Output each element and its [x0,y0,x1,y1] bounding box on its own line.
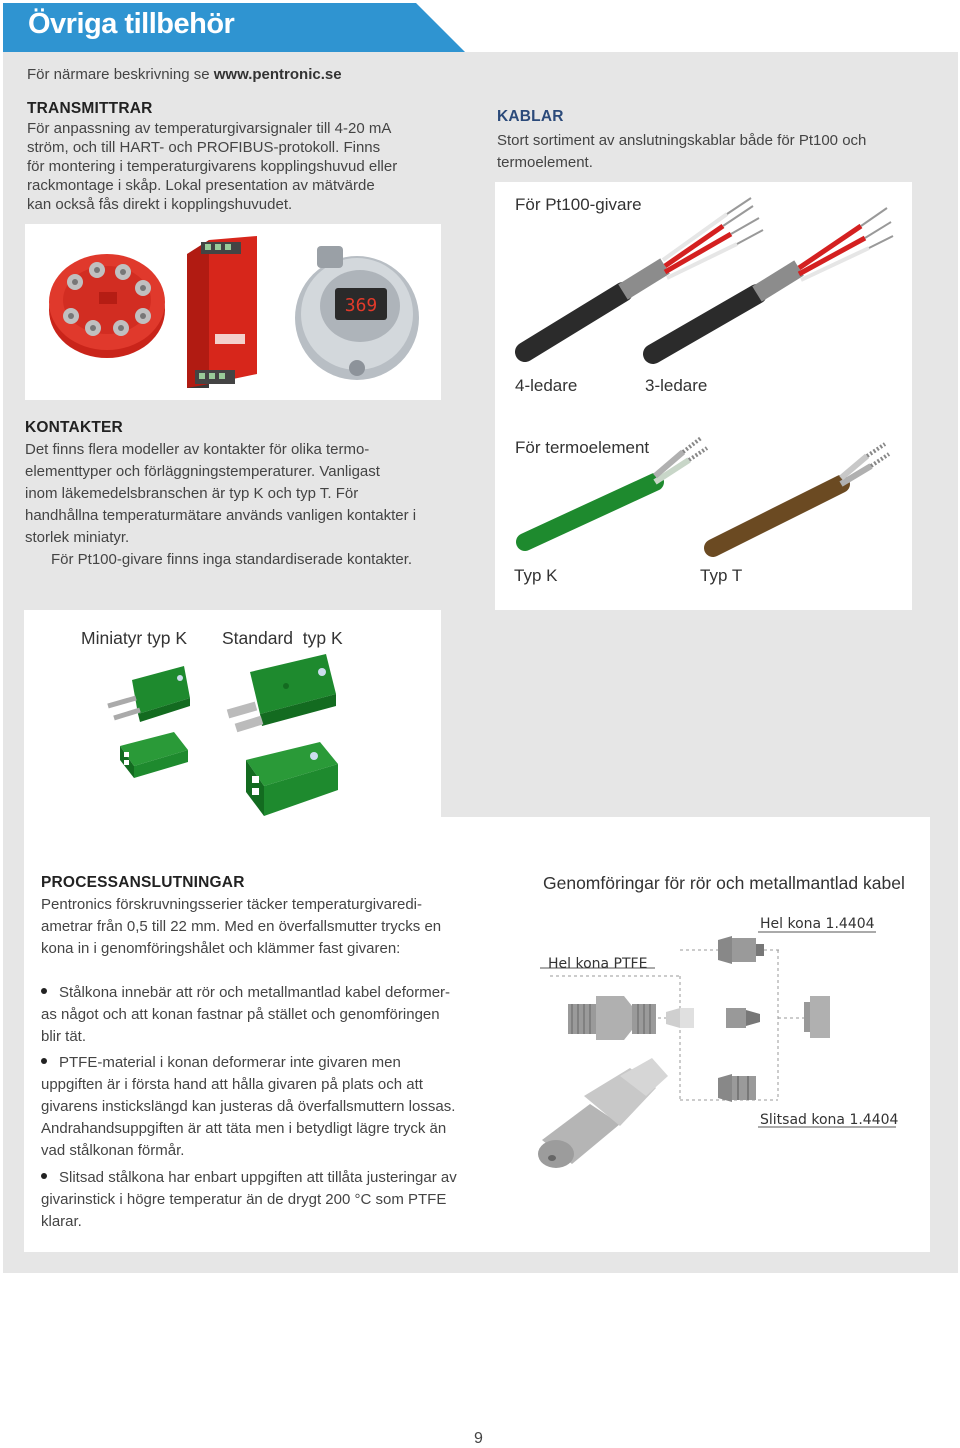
bullet-dot [41,988,47,994]
cables-illustration [495,182,912,610]
thermocouple-label: För termoelement [515,438,650,457]
text-line: kona in i genomföringshålet och klämmer fast givaren: [41,940,401,957]
pt100-3wire-cable-image [653,208,893,354]
text-line: Pentronics förskruvningsserier täcker temperaturgivaredi- [41,896,422,913]
miniatyr-label: Miniatyr typ K [81,628,187,648]
fittings-diagram-title: Genomföringar för rör och metallmantlad kabel [543,873,905,893]
text-line: blir tät. [41,1028,87,1045]
pt100-note: För Pt100-givare finns inga standardiserade kontakter. [51,551,413,568]
kablar-heading: KABLAR [497,108,564,125]
cables-panel [495,182,912,610]
text-line: rackmontage i skåp. Lokal presentation av mätvärde [27,177,375,194]
text-line: storlek miniatyr. [25,529,130,546]
text-line: klarar. [41,1213,82,1230]
pt100-label: För Pt100-givare [515,195,642,214]
fittings-diagram [520,900,920,1240]
kontakter-heading: KONTAKTER [25,419,123,436]
transmittrar-text [27,119,467,214]
bullet-dot [41,1058,47,1064]
standard-label: Standard typ K [222,628,343,648]
text-line: Stort sortiment av anslutningskablar både för Pt100 och [497,132,867,149]
assembled-fitting-image [538,1058,668,1168]
text-line: Stålkona innebär att rör och metallmantlad kabel deformer- [59,984,451,1001]
website-link[interactable]: www.pentronic.se [213,66,342,83]
cone-ptfe-image [666,1008,694,1028]
standard-plug-image [228,654,336,728]
kontakter-text [25,439,465,571]
process-text [41,894,491,960]
text-line: handhållna temperaturmätare används vanligen kontakter i [25,507,417,524]
text-line: givarens instickslängd kan justeras då överfallsmuttern lossas. [41,1098,456,1115]
pt100-4wire-cable-image [525,198,763,352]
page-title: Övriga tillbehör [28,8,235,40]
rail-transmitter-image [187,236,257,388]
miniature-socket-image [120,732,188,778]
transmittrar-heading: TRANSMITTRAR [27,100,153,117]
cone-middle-image [726,1008,760,1028]
display-readout: 369 [344,295,378,316]
fitting-body-image [568,996,656,1040]
text-line: termoelement. [497,154,593,171]
text-line: PTFE-material i konan deformerar inte givaren men [59,1054,401,1071]
process-bullet-3 [41,1167,501,1233]
standard-socket-image [246,742,338,816]
text-line: för montering i temperaturgivarens kopplingshuvud eller [27,158,398,175]
process-heading: PROCESSANSLUTNINGAR [41,874,245,891]
text-line: ström, och till HART- och PROFIBUS-protokoll. Finns [27,139,381,156]
text-line: För anpassning av temperaturgivarsignaler till 4-20 mA [27,120,392,137]
intro-prefix: För närmare beskrivning se [27,66,214,83]
text-line: Slitsad stålkona har enbart uppgiften att tillåta justeringar av [59,1169,457,1186]
typ-k-label: Typ K [514,566,558,585]
text-line: Andrahandsuppgiften är att täta men i betydligt lägre tryck än [41,1120,447,1137]
display-head-image [295,246,419,380]
page-number: 9 [474,1430,483,1447]
head-transmitter-image [49,254,165,358]
transmitter-illustration [25,224,441,400]
bullet-dot [41,1173,47,1179]
miniature-plug-image [108,666,190,722]
text-line: Det finns flera modeller av kontakter för olika termo- [25,441,370,458]
text-line: elementtyper och förläggningstemperaturer. Vanligast [25,463,380,480]
hel-kona-ptfe-label: Hel kona PTFE [548,956,648,972]
text-line: uppgiften är i första hand att hålla givaren på plats och att [41,1076,423,1093]
process-bullet-1 [41,982,501,1048]
text-line: kan också fås direkt i kopplingshuvudet. [27,196,293,213]
slotted-cone-image [718,1074,756,1102]
text-line: ametrar från 0,5 till 22 mm. Med en överfallsmutter trycks en [41,918,442,935]
process-bullet-2 [41,1052,501,1162]
text-line: inom läkemedelsbranschen är typ K och typ T. För [25,485,359,502]
type-t-cable-image [713,444,889,548]
kablar-text [497,130,907,174]
four-wire-label: 4-ledare [515,376,578,395]
hel-kona-steel-label: Hel kona 1.4404 [760,916,875,932]
text-line: as något och att konan fastnar på stället och genomföringen [41,1006,440,1023]
nut-image [804,996,830,1038]
cone-steel-image [718,936,764,964]
slitsad-kona-label: Slitsad kona 1.4404 [760,1112,899,1128]
intro-text [27,65,342,84]
text-line: vad stålkonan förmår. [41,1142,185,1159]
three-wire-label: 3-ledare [645,376,708,395]
typ-t-label: Typ T [700,566,743,585]
text-line: givarinstick i högre temperatur än de drygt 200 °C som PTFE [41,1191,447,1208]
transmitter-image-panel [25,224,441,400]
